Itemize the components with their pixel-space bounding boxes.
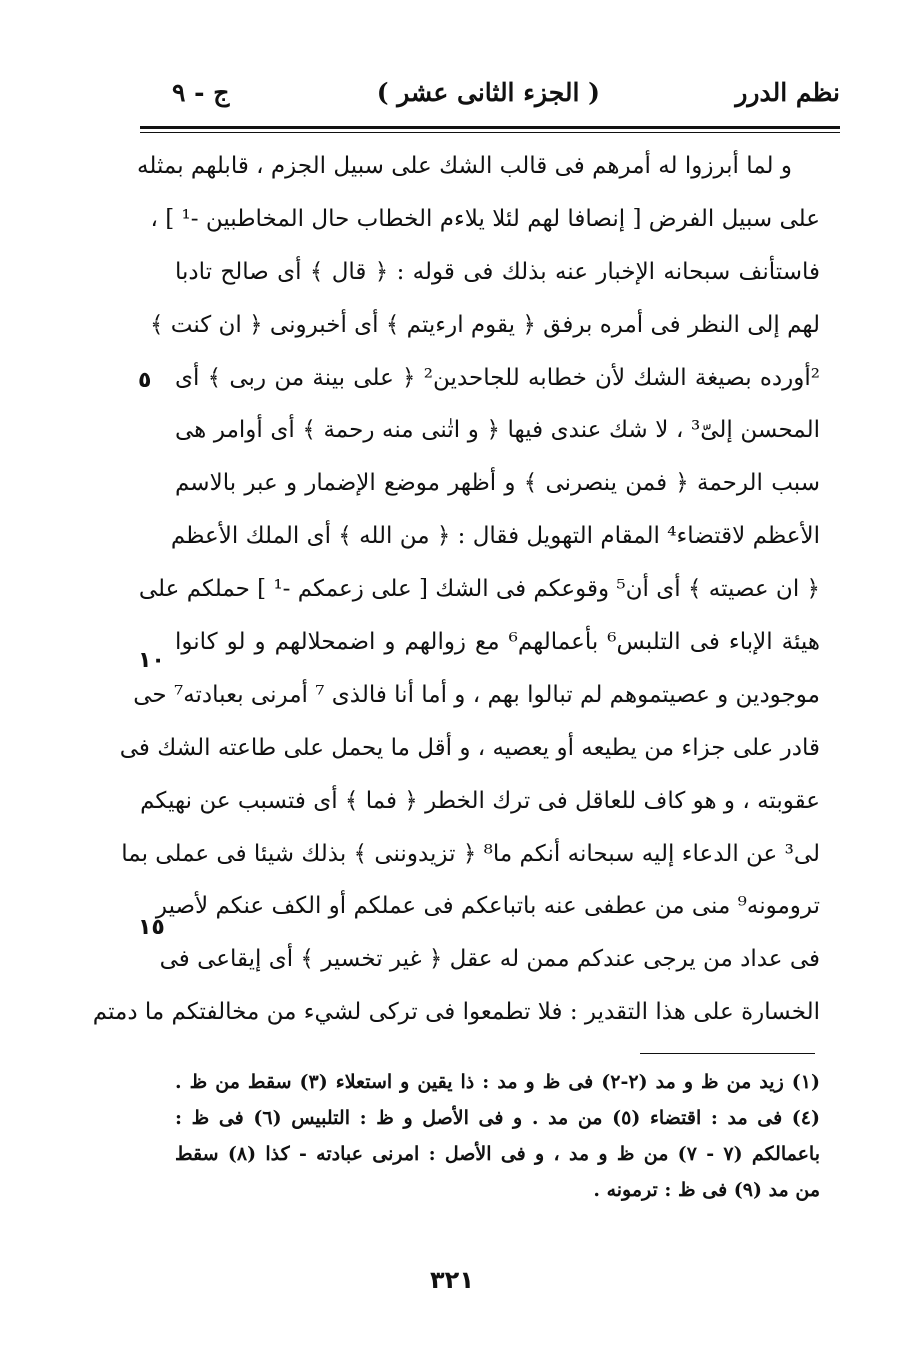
- text-line: على سبيل الفرض [ إنصافا لهم لئلا يلاءم الخطاب حال المخاطبين -¹ ] ،: [150, 205, 820, 232]
- text-line: الخسارة على هذا التقدير : فلا تطمعوا فى تركى لشيء من مخالفتكم ما دمتم: [92, 999, 820, 1026]
- text-line: هيئة الإباء فى التلبس⁶ بأعمالهم⁶ مع زوالهم و اضمحلالهم و لو كانوا: [175, 629, 820, 656]
- running-header: [150, 72, 840, 122]
- text-line: فى عداد من يرجى عندكم ممن له عقل ﴿ غير تخسير ﴾ أى إيقاعى فى: [159, 946, 820, 973]
- text-line: المحسن إلىّ³ ، لا شك عندى فيها ﴿ و اتٰنى منه رحمة ﴾ أى أوامر هى: [175, 417, 820, 444]
- text-line: الأعظم لاقتضاء⁴ المقام التهويل فقال : ﴿ من الله ﴾ أى الملك الأعظم: [170, 523, 820, 550]
- text-line: و لما أبرزوا له أمرهم فى قالب الشك على سبيل الجزم ، قابلهم بمثله: [137, 153, 792, 179]
- line-number-5: ٥: [138, 368, 152, 393]
- header-book-title: نظم الدرر: [735, 78, 840, 107]
- text-line: لى³ عن الدعاء إليه سبحانه أنكم ما⁸ ﴿ تزيدوننى ﴾ بذلك شيئا فى عملى بما: [121, 840, 820, 867]
- text-line: لهم إلى النظر فى أمره برفق ﴿ يقوم ارءيتم ﴾ أى أخبرونى ﴿ ان كنت ﴾: [149, 311, 820, 338]
- text-line: ﴿ ان عصيته ﴾ أى أن⁵ وقوعكم فى الشك [ على زعمكم -¹ ] حملكم على: [138, 576, 820, 603]
- header-part-title: ( الجزء الثانى عشر ): [376, 78, 600, 107]
- line-number-10: ١٠: [138, 648, 165, 673]
- header-volume: ج - ٩: [172, 78, 230, 107]
- text-line: فاستأنف سبحانه الإخبار عنه بذلك فى قوله : ﴿ قال ﴾ أى صالح تادبا: [175, 258, 820, 285]
- footnote-separator: [640, 1053, 815, 1054]
- text-line: موجودين و عصيتموهم لم تبالوا بهم ، و أما أنا فالذى ⁷ أمرنى بعبادته⁷ حى: [133, 681, 820, 708]
- text-line: ²أورده بصيغة الشك لأن خطابه للجاحدين² ﴿ على بينة من ربى ﴾ أى: [175, 364, 820, 391]
- header-rule-thick: [140, 126, 840, 129]
- footnote-line: من مد (٩) فى ظ : ترمونه .: [593, 1179, 820, 1201]
- text-line: ترومونه⁹ منى من عطفى عنه باتباعكم فى عملكم أو الكف عنكم لأصير: [155, 893, 820, 920]
- text-line: سبب الرحمة ﴿ فمن ينصرنى ﴾ و أظهر موضع الإضمار و عبر بالاسم: [175, 470, 820, 497]
- footnote-line: (١) زيد من ظ و مد (٢-٢) فى ظ و مد : ذا يقين و استعلاء (٣) سقط من ظ .: [175, 1071, 821, 1093]
- footnote-line: (٤) فى مد : اقتضاء (٥) من مد . و فى الأصل و ظ : التلبيس (٦) فى ظ :: [175, 1107, 821, 1129]
- footnotes: [175, 1064, 820, 1208]
- text-line: عقوبته ، و هو كاف للعاقل فى ترك الخطر ﴿ فما ﴾ أى فتسبب عن نهيكم: [140, 787, 820, 814]
- header-rule-thin: [140, 132, 840, 133]
- text-line: قادر على جزاء من يطيعه أو يعصيه ، و أقل ما يحمل على طاعته الشك فى: [119, 734, 820, 761]
- page-number: ٣٢١: [430, 1266, 474, 1294]
- line-number-15: ١٥: [138, 915, 165, 940]
- footnote-line: باعمالكم (٧ - ٧) من ظ و مد ، و فى الأصل : امرنى عبادته - كذا (٨) سقط: [175, 1143, 821, 1165]
